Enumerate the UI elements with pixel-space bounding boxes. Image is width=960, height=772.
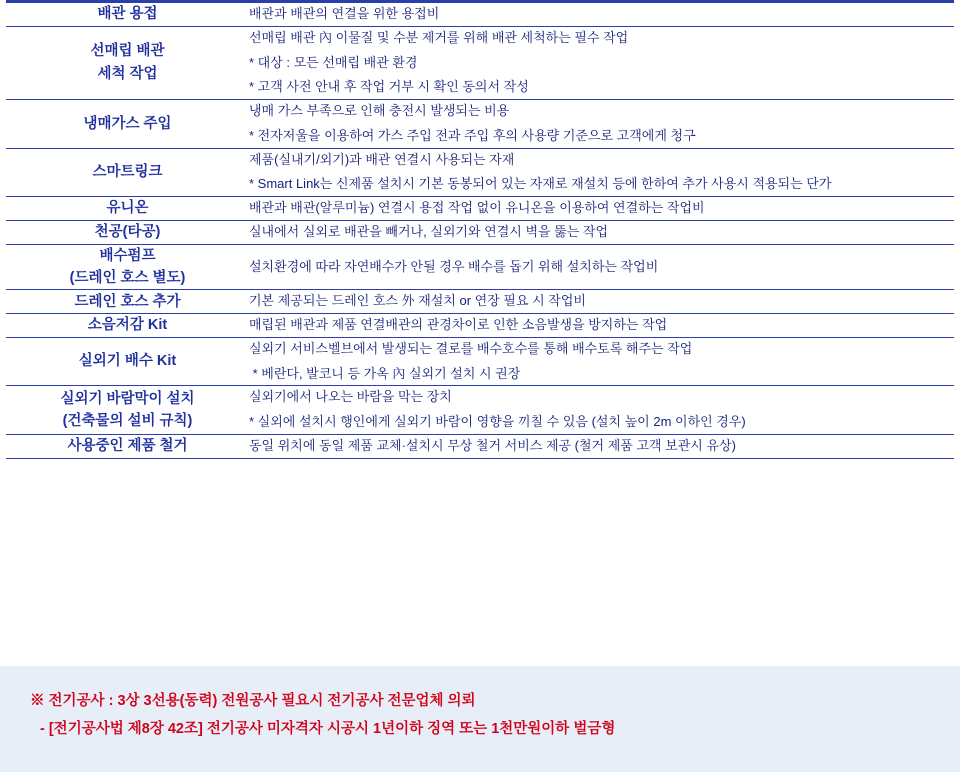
term-cell — [6, 197, 249, 221]
description-line: 설치환경에 따라 자연배수가 안될 경우 배수를 돕기 위해 설치하는 작업비 — [249, 258, 659, 274]
term-line: 유니온 — [106, 200, 149, 217]
description-cell — [249, 148, 954, 197]
table-row — [6, 148, 954, 197]
description-cell — [249, 434, 954, 458]
description-cell — [249, 220, 954, 244]
term-cell — [6, 434, 249, 458]
installation-spec-table — [6, 2, 954, 459]
term-line: 배관 용접 — [97, 6, 158, 23]
description-cell — [249, 3, 954, 27]
description-line: 배관과 배관의 연결을 위한 용접비 — [249, 6, 440, 21]
table-row — [6, 386, 954, 435]
description-line: 기본 제공되는 드레인 호스 外 재설치 or 연장 필요 시 작업비 — [249, 293, 586, 309]
footer-notice-band — [0, 666, 960, 772]
description-line: * 대상 : 모든 선매립 배관 환경 — [249, 54, 418, 70]
footer-notice-line-2: - [전기공사법 제8장 42조] 전기공사 미자격자 시공시 1년이하 징역 또는 1천만원이하 벌금형 — [40, 720, 616, 737]
description-line: 실외기에서 나오는 바람을 막는 장치 — [249, 389, 452, 405]
table-row — [6, 244, 954, 290]
description-line: * 실외에 설치시 행인에게 실외기 바람이 영향을 끼칠 수 있음 (설치 높이 2m 이하인 경우) — [249, 414, 746, 430]
description-line: * Smart Link는 신제품 설치시 기본 동봉되어 있는 자재로 재설치 등에 한하여 추가 사용시 적용되는 단가 — [249, 176, 832, 192]
term-cell — [6, 148, 249, 197]
term-line: (건축물의 설비 규칙) — [62, 413, 193, 430]
term-line: 드레인 호스 추가 — [74, 293, 181, 310]
description-line: 선매립 배관 內 이물질 및 수분 제거를 위해 배관 세척하는 필수 작업 — [249, 29, 629, 45]
table-row — [6, 220, 954, 244]
term-cell — [6, 386, 249, 435]
table-row — [6, 290, 954, 314]
footer-notice-line-1: ※ 전기공사 : 3상 3선용(동력) 전원공사 필요시 전기공사 전문업체 의뢰 — [30, 693, 476, 709]
term-line: 배수펌프 — [99, 247, 156, 264]
description-line: 배관과 배관(알루미늄) 연결시 용접 작업 없이 유니온을 이용하여 연결하는 작업비 — [249, 200, 705, 215]
table-row — [6, 26, 954, 99]
description-line: 실내에서 실외로 배관을 빼거나, 실외기와 연결시 벽을 뚫는 작업 — [249, 223, 609, 239]
description-cell — [249, 290, 954, 314]
term-cell — [6, 290, 249, 314]
description-line: * 베란다, 발코니 등 가옥 內 실외기 설치 시 권장 — [249, 365, 521, 381]
table-row — [6, 100, 954, 149]
description-line: 냉매 가스 부족으로 인해 충전시 발생되는 비용 — [249, 103, 510, 118]
description-cell — [249, 314, 954, 338]
term-cell — [6, 220, 249, 244]
description-line: 동일 위치에 동일 제품 교체·설치시 무상 철거 서비스 제공 (철거 제품 고객 보관시 유상) — [249, 437, 736, 453]
term-cell — [6, 337, 249, 386]
term-cell — [6, 26, 249, 99]
description-cell — [249, 244, 954, 290]
table-row — [6, 314, 954, 338]
table-row — [6, 337, 954, 386]
term-line: 냉매가스 주입 — [83, 115, 172, 132]
term-line: (드레인 호스 별도) — [69, 269, 186, 286]
term-line: 사용중인 제품 철거 — [67, 438, 188, 455]
table-row — [6, 197, 954, 221]
table-row — [6, 434, 954, 458]
description-line: 매립된 배관과 제품 연결배관의 관경차이로 인한 소음발생을 방지하는 작업 — [249, 317, 668, 333]
term-line: 스마트링크 — [92, 164, 163, 181]
table-row — [6, 3, 954, 27]
spec-table-container — [0, 2, 960, 459]
term-line: 선매립 배관 — [90, 43, 165, 60]
description-cell — [249, 197, 954, 221]
description-line: 제품(실내기/외기)과 배관 연결시 사용되는 자재 — [249, 151, 515, 167]
term-line: 세척 작업 — [97, 65, 158, 82]
spec-table-body — [6, 3, 954, 459]
term-line: 실외기 바람막이 설치 — [60, 390, 195, 407]
term-cell — [6, 100, 249, 149]
description-cell — [249, 386, 954, 435]
term-line: 실외기 배수 Kit — [78, 353, 177, 370]
description-line: * 전자저울을 이용하여 가스 주입 전과 주입 후의 사용량 기준으로 고객에게 청구 — [249, 127, 696, 143]
description-line: 실외기 서비스벨브에서 발생되는 결로를 배수호수를 통해 배수토록 해주는 작업 — [249, 340, 693, 356]
term-cell — [6, 314, 249, 338]
term-line: 소음저감 Kit — [87, 317, 168, 334]
term-line: 천공(타공) — [94, 223, 161, 240]
description-cell — [249, 100, 954, 149]
term-cell — [6, 244, 249, 290]
description-line: * 고객 사전 안내 후 작업 거부 시 확인 동의서 작성 — [249, 79, 529, 95]
description-cell — [249, 26, 954, 99]
description-cell — [249, 337, 954, 386]
term-cell — [6, 3, 249, 27]
